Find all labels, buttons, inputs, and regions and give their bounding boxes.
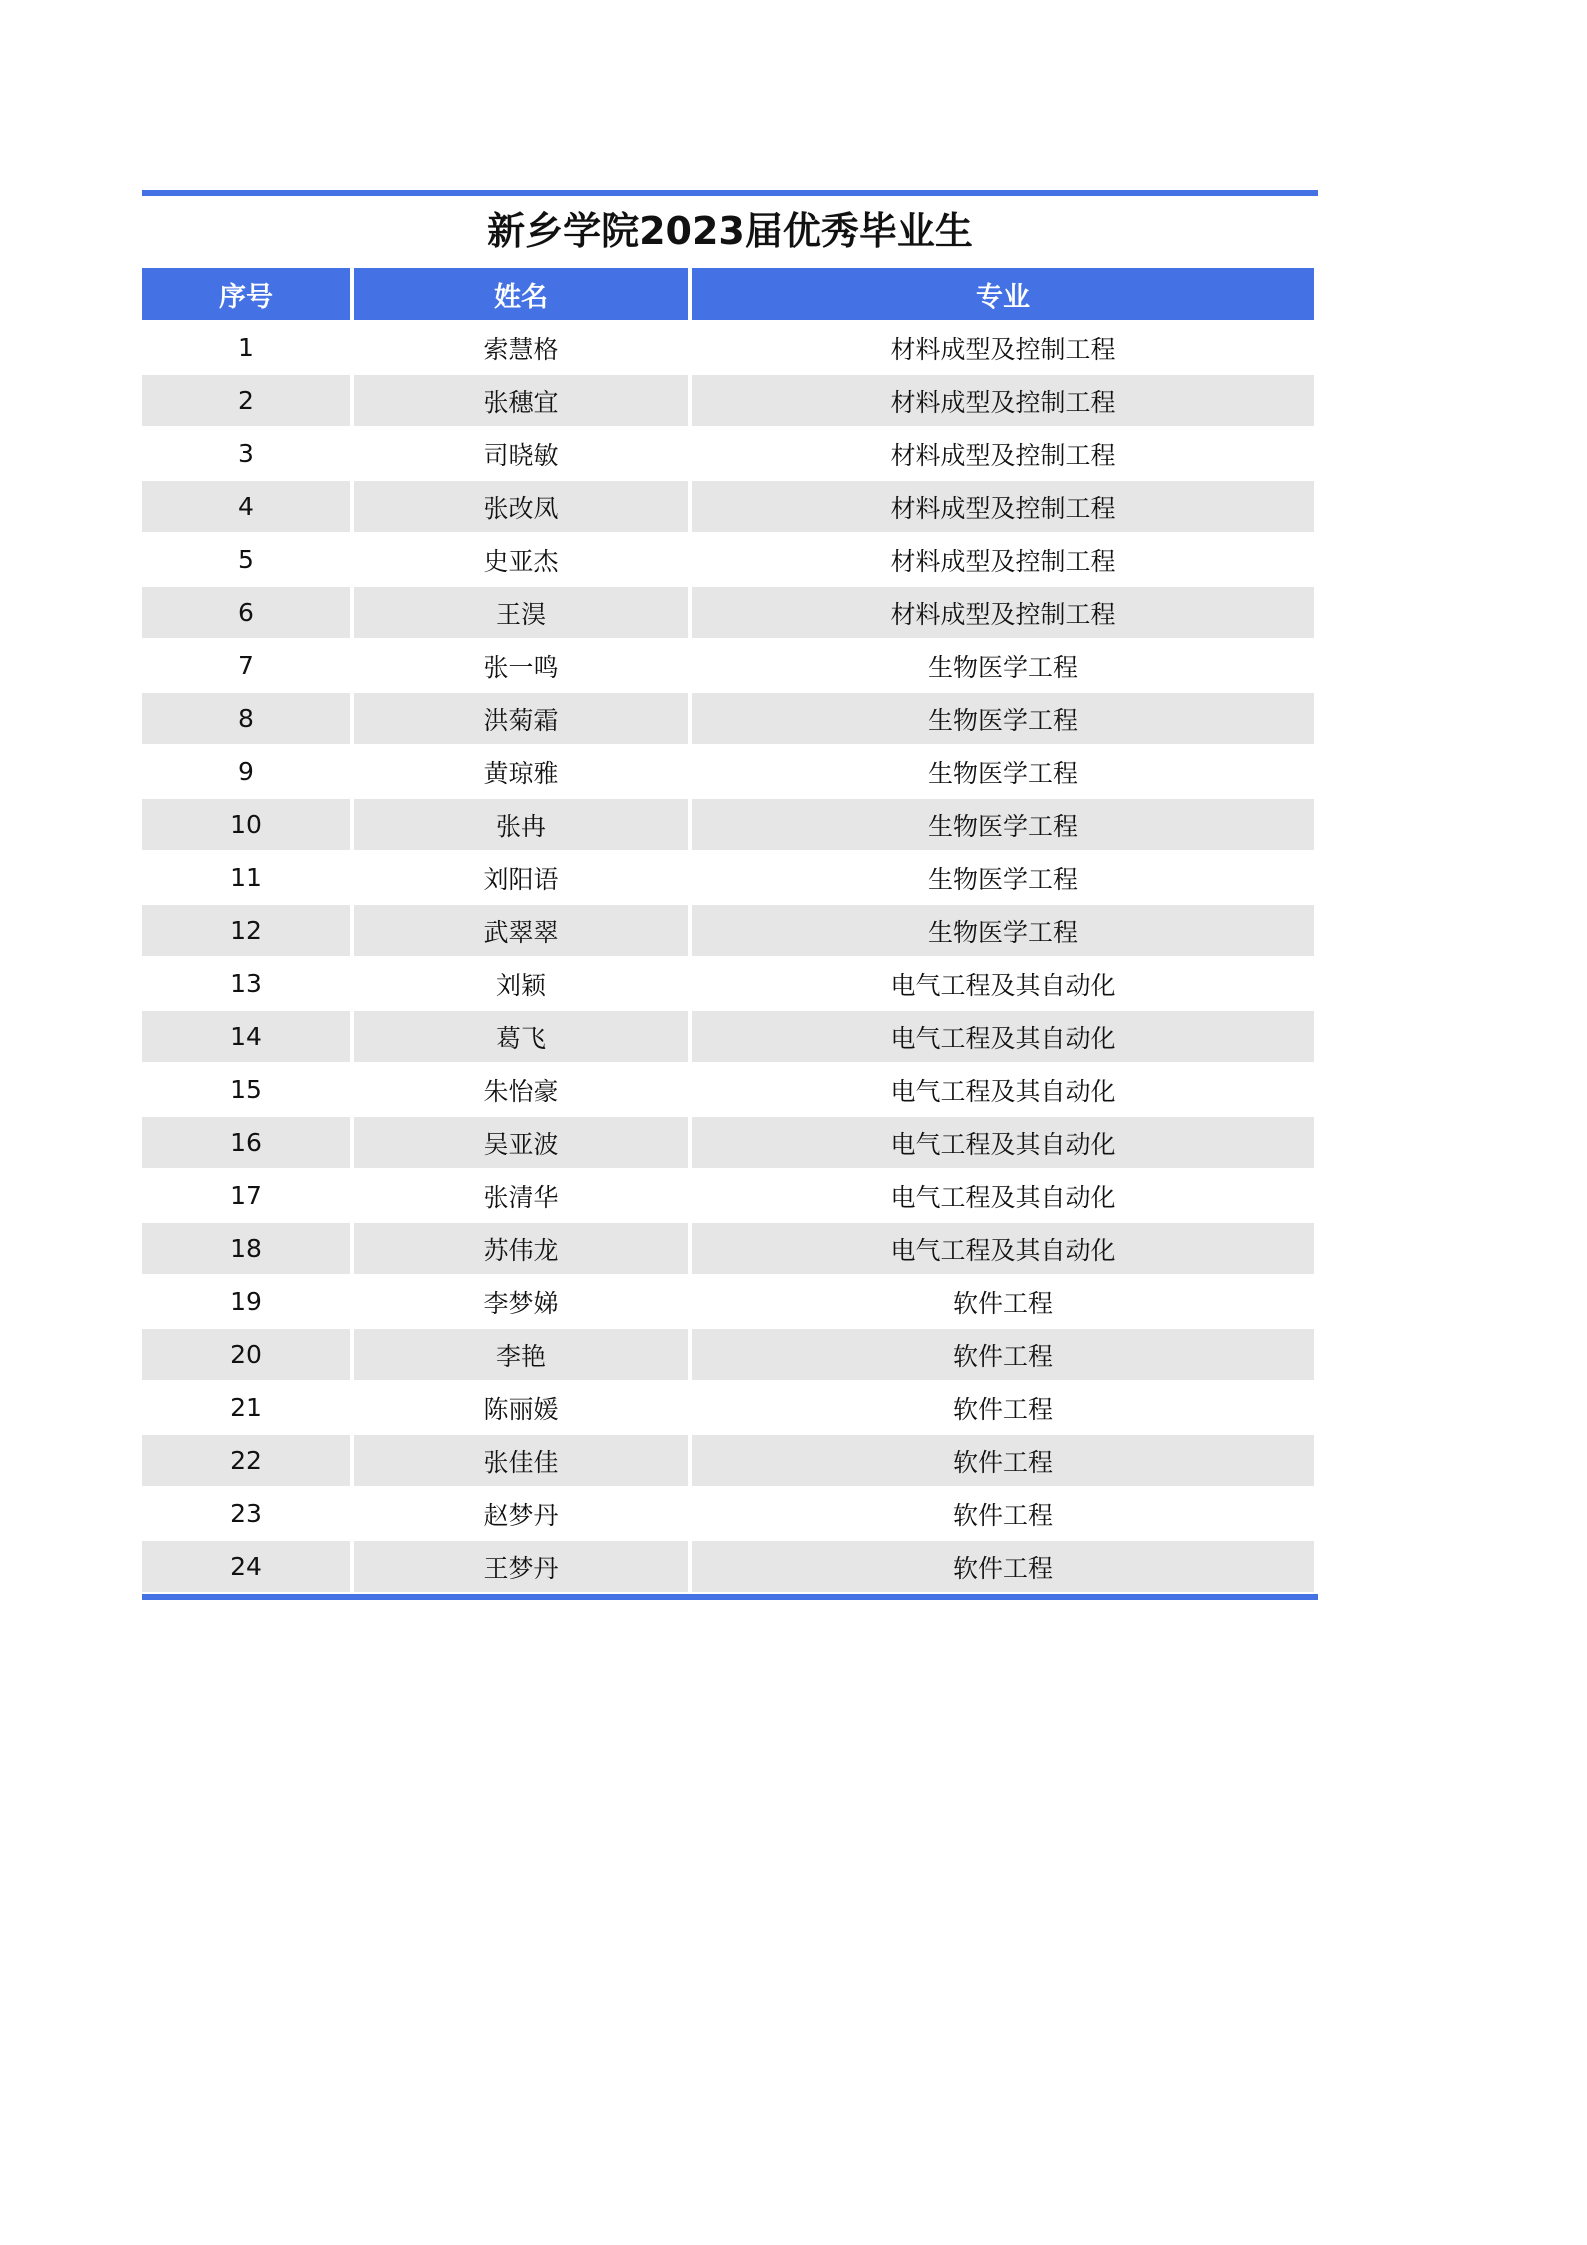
bottom-rule xyxy=(142,1594,1318,1600)
table-row xyxy=(142,428,1314,479)
cell-name: 张清华 xyxy=(483,1182,559,1212)
cell-name: 司晓敏 xyxy=(483,440,559,470)
cell-name: 吴亚波 xyxy=(354,1117,688,1168)
table-row xyxy=(142,1170,1314,1221)
cell-major: 材料成型及控制工程 xyxy=(692,375,1314,426)
table-row xyxy=(142,1276,1314,1327)
cell-index: 21 xyxy=(230,1393,262,1422)
column-header-name: 姓名 xyxy=(354,268,688,320)
table-row xyxy=(142,852,1314,903)
cell-major: 软件工程 xyxy=(952,1288,1053,1318)
table-row xyxy=(142,958,1314,1009)
cell-name: 张佳佳 xyxy=(354,1435,688,1486)
cell-index: 16 xyxy=(142,1117,350,1168)
table-row xyxy=(142,1382,1314,1433)
cell-index: 13 xyxy=(230,969,262,998)
cell-name: 张一鸣 xyxy=(483,652,559,682)
cell-name: 武翠翠 xyxy=(354,905,688,956)
cell-major: 电气工程及其自动化 xyxy=(692,1117,1314,1168)
cell-name: 李梦娣 xyxy=(483,1288,559,1318)
cell-index: 19 xyxy=(230,1287,262,1316)
cell-name: 王淏 xyxy=(354,587,688,638)
table-row xyxy=(142,746,1314,797)
table-row xyxy=(142,799,1314,850)
table-row xyxy=(142,481,1314,532)
cell-major: 软件工程 xyxy=(692,1435,1314,1486)
cell-major: 电气工程及其自动化 xyxy=(890,1076,1116,1106)
cell-major: 材料成型及控制工程 xyxy=(692,587,1314,638)
cell-index: 24 xyxy=(142,1541,350,1592)
cell-index: 2 xyxy=(142,375,350,426)
cell-index: 7 xyxy=(238,651,254,680)
cell-index: 14 xyxy=(142,1011,350,1062)
cell-major: 生物医学工程 xyxy=(692,799,1314,850)
table-row xyxy=(142,640,1314,691)
table-row xyxy=(142,534,1314,585)
column-header-major: 专业 xyxy=(692,268,1314,320)
cell-index: 12 xyxy=(142,905,350,956)
cell-name: 刘阳语 xyxy=(483,864,559,894)
cell-index: 11 xyxy=(230,863,262,892)
cell-major: 软件工程 xyxy=(692,1329,1314,1380)
cell-major: 材料成型及控制工程 xyxy=(890,334,1116,364)
cell-name: 刘颖 xyxy=(495,970,546,1000)
table-row xyxy=(142,693,1314,744)
honor-roll-sheet xyxy=(142,190,1318,1600)
cell-name: 索慧格 xyxy=(483,334,559,364)
table-row xyxy=(142,1329,1314,1380)
cell-name: 洪菊霜 xyxy=(354,693,688,744)
cell-major: 材料成型及控制工程 xyxy=(692,481,1314,532)
cell-index: 5 xyxy=(238,545,254,574)
cell-index: 18 xyxy=(142,1223,350,1274)
table-row xyxy=(142,1011,1314,1062)
cell-name: 葛飞 xyxy=(354,1011,688,1062)
cell-major: 电气工程及其自动化 xyxy=(890,1182,1116,1212)
table-row xyxy=(142,1064,1314,1115)
cell-index: 23 xyxy=(230,1499,262,1528)
cell-major: 软件工程 xyxy=(952,1500,1053,1530)
cell-index: 9 xyxy=(238,757,254,786)
table-row xyxy=(142,1541,1314,1592)
table-row xyxy=(142,1223,1314,1274)
cell-index: 17 xyxy=(230,1181,262,1210)
cell-major: 电气工程及其自动化 xyxy=(890,970,1116,1000)
cell-major: 软件工程 xyxy=(952,1394,1053,1424)
cell-major: 生物医学工程 xyxy=(692,905,1314,956)
graduates-table xyxy=(138,266,1318,1594)
cell-name: 张改凤 xyxy=(354,481,688,532)
cell-major: 材料成型及控制工程 xyxy=(890,546,1116,576)
cell-name: 陈丽媛 xyxy=(483,1394,559,1424)
table-row xyxy=(142,375,1314,426)
cell-index: 8 xyxy=(142,693,350,744)
table-header-row xyxy=(142,268,1314,320)
cell-major: 电气工程及其自动化 xyxy=(692,1011,1314,1062)
cell-major: 软件工程 xyxy=(692,1541,1314,1592)
cell-major: 生物医学工程 xyxy=(692,693,1314,744)
cell-index: 15 xyxy=(230,1075,262,1104)
cell-name: 王梦丹 xyxy=(354,1541,688,1592)
cell-name: 张冉 xyxy=(354,799,688,850)
table-row xyxy=(142,905,1314,956)
cell-index: 1 xyxy=(238,333,254,362)
cell-name: 李艳 xyxy=(354,1329,688,1380)
cell-index: 22 xyxy=(142,1435,350,1486)
table-row xyxy=(142,322,1314,373)
cell-name: 苏伟龙 xyxy=(354,1223,688,1274)
cell-major: 材料成型及控制工程 xyxy=(890,440,1116,470)
cell-name: 朱怡豪 xyxy=(483,1076,559,1106)
cell-major: 生物医学工程 xyxy=(927,652,1078,682)
cell-name: 史亚杰 xyxy=(483,546,559,576)
table-row xyxy=(142,1435,1314,1486)
table-row xyxy=(142,1117,1314,1168)
cell-index: 3 xyxy=(238,439,254,468)
cell-major: 电气工程及其自动化 xyxy=(692,1223,1314,1274)
cell-index: 6 xyxy=(142,587,350,638)
cell-name: 黄琼雅 xyxy=(483,758,559,788)
table-row xyxy=(142,587,1314,638)
column-header-index: 序号 xyxy=(142,268,350,320)
cell-major: 生物医学工程 xyxy=(927,864,1078,894)
page-title: 新乡学院2023届优秀毕业生 xyxy=(487,209,973,253)
cell-index: 4 xyxy=(142,481,350,532)
cell-name: 赵梦丹 xyxy=(483,1500,559,1530)
cell-index: 10 xyxy=(142,799,350,850)
cell-name: 张穗宜 xyxy=(354,375,688,426)
cell-index: 20 xyxy=(142,1329,350,1380)
cell-major: 生物医学工程 xyxy=(927,758,1078,788)
table-row xyxy=(142,1488,1314,1539)
